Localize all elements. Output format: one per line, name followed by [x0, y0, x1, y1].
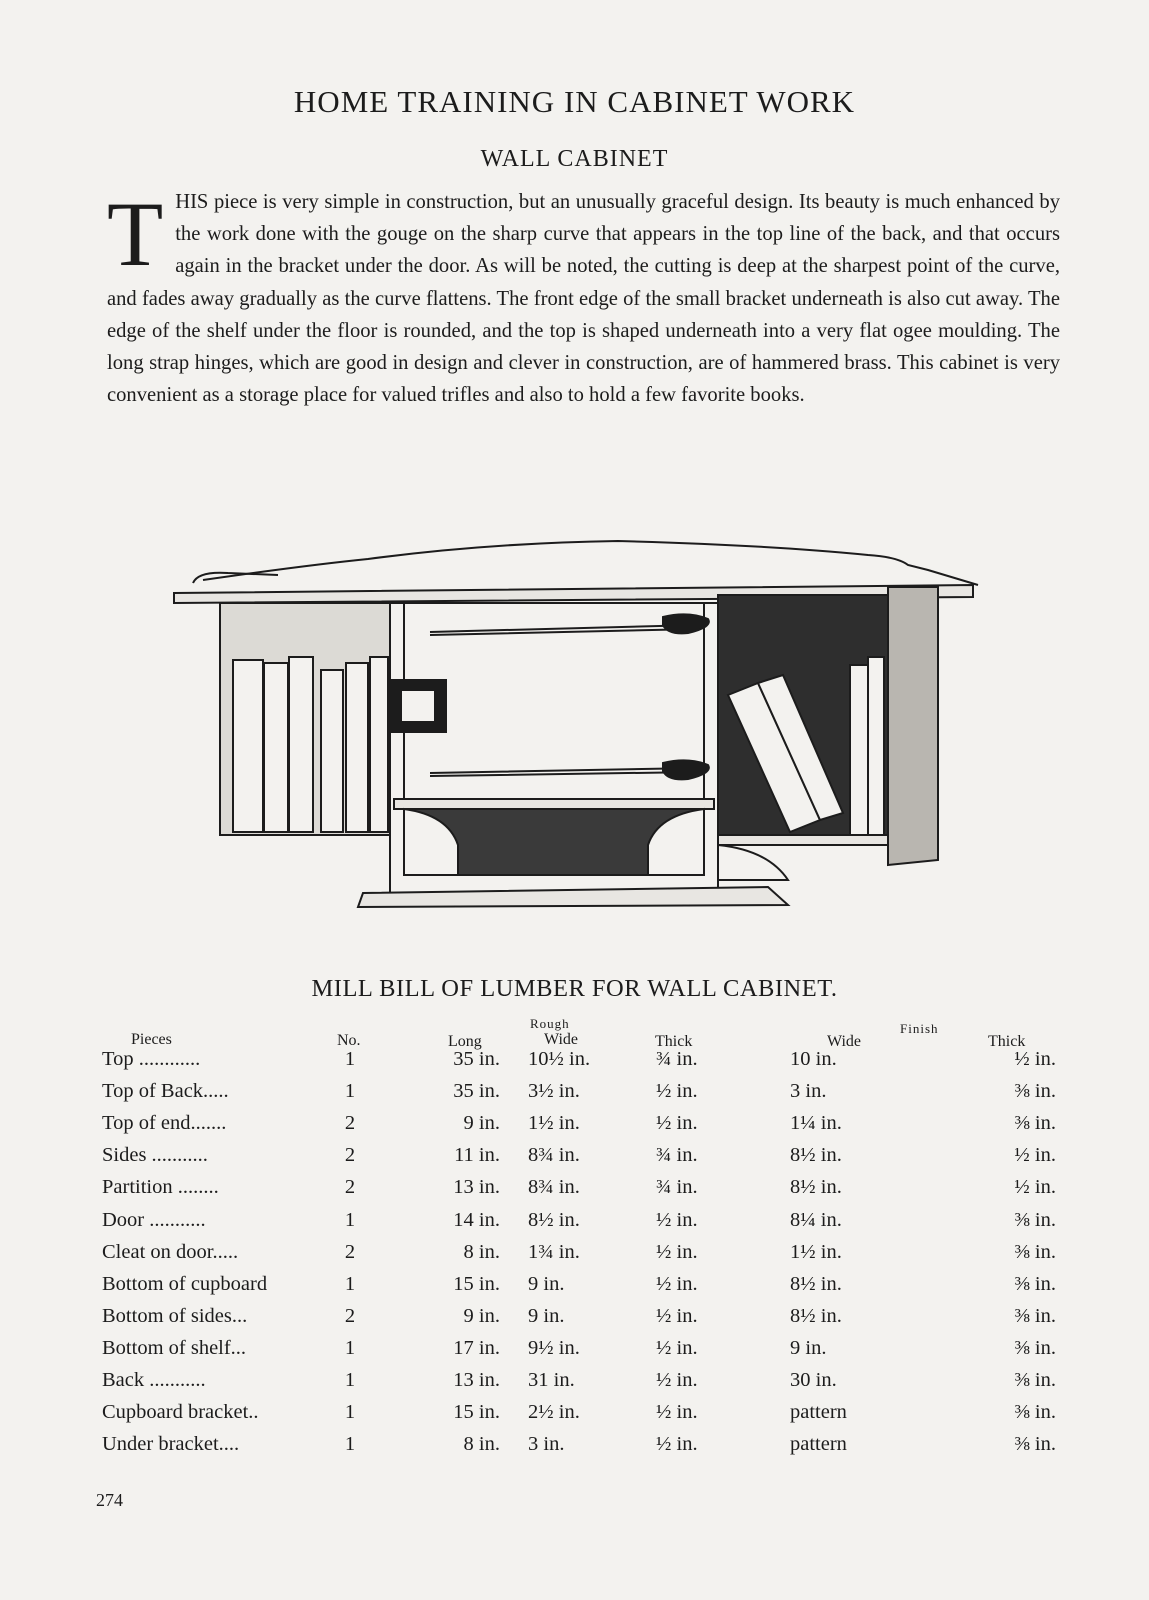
piece-count: 1 [344, 1048, 356, 1070]
piece-name: Cleat on door..... [102, 1240, 239, 1263]
piece-name: Bottom of sides... [102, 1304, 248, 1327]
drop-cap: T [107, 183, 164, 285]
rough-wide-value: 10½ in. [528, 1048, 591, 1070]
finish-thick-value: ⅜ in. [1014, 1240, 1056, 1263]
finish-thick-value: ⅜ in. [1014, 1433, 1056, 1456]
rough-wide-value: 8½ in. [528, 1208, 580, 1231]
finish-wide-value: 1½ in. [790, 1240, 842, 1263]
finish-thick-value: ⅜ in. [1014, 1272, 1056, 1295]
rough-wide-value: 1¾ in. [528, 1240, 580, 1263]
table-row [0, 1209, 1149, 1241]
piece-count: 1 [344, 1080, 356, 1103]
finish-wide-value: 30 in. [790, 1369, 837, 1391]
piece-count: 1 [344, 1208, 356, 1231]
piece-count: 1 [344, 1369, 356, 1391]
table-row [0, 1080, 1149, 1112]
article-text: HIS piece is very simple in construction, but an unusually graceful design. Its beauty is much enhanced by the work done with the gouge on the sharp curve that appears in the top line of the back, and that occurs again in the bracket under the door. As will be noted, the cutting is deep at the sharpest point of the curve, and fades away gradually as the curve flattens. The front edge of the small bracket underneath is also cut away. The edge of the shelf under the floor is rounded, and the top is shaped underneath into a very flat ogee moulding. The long strap hinges, which are good in design and clever in construction, are of hammered brass. This cabinet is very convenient as a storage place for valued trifles and also to hold a few favorite books. [107, 191, 1060, 407]
header-no: No. [337, 1032, 361, 1049]
length-value: 15 in. [453, 1272, 500, 1295]
section-title: WALL CABINET [480, 146, 669, 172]
finish-wide-value: 8½ in. [790, 1144, 842, 1167]
length-value: 35 in. [453, 1080, 500, 1103]
piece-count: 1 [344, 1336, 356, 1359]
rough-thick-value: ½ in. [656, 1112, 698, 1135]
table-row [0, 1401, 1149, 1433]
piece-name: Back ........... [102, 1369, 206, 1391]
length-value: 8 in. [463, 1240, 500, 1263]
page-number: 274 [96, 1490, 123, 1510]
header-long: Long [448, 1033, 482, 1050]
finish-wide-value: 8½ in. [790, 1304, 842, 1327]
piece-count: 2 [344, 1112, 356, 1135]
rough-thick-value: ½ in. [656, 1208, 698, 1231]
rough-thick-value: ½ in. [656, 1240, 698, 1263]
header-rough: Rough [530, 1016, 570, 1031]
rough-wide-value: 2½ in. [528, 1401, 580, 1424]
rough-thick-value: ½ in. [656, 1272, 698, 1295]
table-row [0, 1144, 1149, 1176]
table-row [0, 1433, 1149, 1465]
finish-thick-value: ⅜ in. [1014, 1080, 1056, 1103]
piece-name: Partition ........ [102, 1176, 219, 1199]
rough-wide-value: 9 in. [528, 1304, 565, 1327]
piece-name: Bottom of cupboard [102, 1272, 268, 1295]
length-value: 13 in. [453, 1176, 500, 1199]
finish-thick-value: ½ in. [1014, 1144, 1056, 1167]
piece-name: Top ............ [102, 1048, 201, 1070]
length-value: 14 in. [453, 1208, 500, 1231]
article-paragraph [107, 183, 1060, 411]
finish-wide-value: 8½ in. [790, 1176, 842, 1199]
rough-thick-value: ½ in. [656, 1369, 698, 1391]
mill-bill-title: MILL BILL OF LUMBER FOR WALL CABINET. [311, 975, 838, 1002]
table-row [0, 1048, 1149, 1080]
finish-wide-value: 3 in. [790, 1080, 827, 1103]
rough-wide-value: 1½ in. [528, 1112, 580, 1135]
table-row [0, 1241, 1149, 1273]
piece-name: Cupboard bracket.. [102, 1401, 259, 1424]
finish-thick-value: ½ in. [1014, 1048, 1056, 1070]
length-value: 13 in. [453, 1369, 500, 1391]
table-row [0, 1305, 1149, 1337]
rough-thick-value: ¾ in. [656, 1144, 698, 1167]
piece-count: 2 [344, 1240, 356, 1263]
table-row [0, 1273, 1149, 1305]
length-value: 9 in. [463, 1112, 500, 1135]
piece-count: 1 [344, 1433, 356, 1456]
running-title: HOME TRAINING IN CABINET WORK [293, 84, 856, 119]
rough-wide-value: 31 in. [528, 1369, 575, 1391]
rough-thick-value: ½ in. [656, 1080, 698, 1103]
finish-thick-value: ⅜ in. [1014, 1112, 1056, 1135]
header-finish: Finish [900, 1021, 939, 1036]
piece-name: Top of Back..... [102, 1080, 229, 1103]
table-row [0, 1337, 1149, 1369]
finish-thick-value: ⅜ in. [1014, 1208, 1056, 1231]
finish-wide-value: 8½ in. [790, 1272, 842, 1295]
header-rough-thick: Thick [655, 1033, 693, 1050]
rough-wide-value: 9½ in. [528, 1336, 580, 1359]
length-value: 11 in. [454, 1144, 500, 1167]
rough-thick-value: ½ in. [656, 1304, 698, 1327]
rough-thick-value: ½ in. [656, 1433, 698, 1456]
piece-name: Door ........... [102, 1208, 206, 1231]
piece-count: 1 [344, 1272, 356, 1295]
finish-wide-value: 8¼ in. [790, 1208, 842, 1231]
piece-count: 1 [344, 1401, 356, 1424]
rough-wide-value: 9 in. [528, 1272, 565, 1295]
finish-wide-value: pattern [790, 1433, 847, 1456]
header-finish-thick: Thick [988, 1033, 1026, 1050]
piece-count: 2 [344, 1176, 356, 1199]
finish-wide-value: 9 in. [790, 1336, 827, 1359]
wall-cabinet-illustration [168, 535, 1008, 935]
table-row [0, 1176, 1149, 1208]
finish-thick-value: ½ in. [1014, 1176, 1056, 1199]
header-pieces: Pieces [131, 1031, 172, 1048]
rough-thick-value: ¾ in. [656, 1176, 698, 1199]
length-value: 17 in. [453, 1336, 500, 1359]
table-row [0, 1112, 1149, 1144]
piece-name: Under bracket.... [102, 1433, 240, 1456]
finish-wide-value: 1¼ in. [790, 1112, 842, 1135]
length-value: 15 in. [453, 1401, 500, 1424]
rough-wide-value: 3½ in. [528, 1080, 580, 1103]
finish-thick-value: ⅜ in. [1014, 1336, 1056, 1359]
piece-name: Bottom of shelf... [102, 1336, 247, 1359]
header-finish-wide: Wide [827, 1033, 862, 1050]
length-value: 35 in. [453, 1048, 500, 1070]
piece-name: Top of end....... [102, 1112, 227, 1135]
rough-thick-value: ¾ in. [656, 1048, 698, 1070]
rough-wide-value: 8¾ in. [528, 1176, 580, 1199]
length-value: 9 in. [463, 1304, 500, 1327]
finish-wide-value: 10 in. [790, 1048, 837, 1070]
length-value: 8 in. [463, 1433, 500, 1456]
finish-thick-value: ⅜ in. [1014, 1401, 1056, 1424]
rough-thick-value: ½ in. [656, 1401, 698, 1424]
finish-wide-value: pattern [790, 1401, 847, 1424]
piece-count: 2 [344, 1144, 356, 1167]
table-row [0, 1369, 1149, 1401]
finish-thick-value: ⅜ in. [1014, 1369, 1056, 1391]
piece-name: Sides ........... [102, 1144, 208, 1167]
finish-thick-value: ⅜ in. [1014, 1304, 1056, 1327]
piece-count: 2 [344, 1304, 356, 1327]
rough-wide-value: 8¾ in. [528, 1144, 580, 1167]
rough-wide-value: 3 in. [528, 1433, 565, 1456]
rough-thick-value: ½ in. [656, 1336, 698, 1359]
header-rough-wide: Wide [544, 1031, 579, 1048]
